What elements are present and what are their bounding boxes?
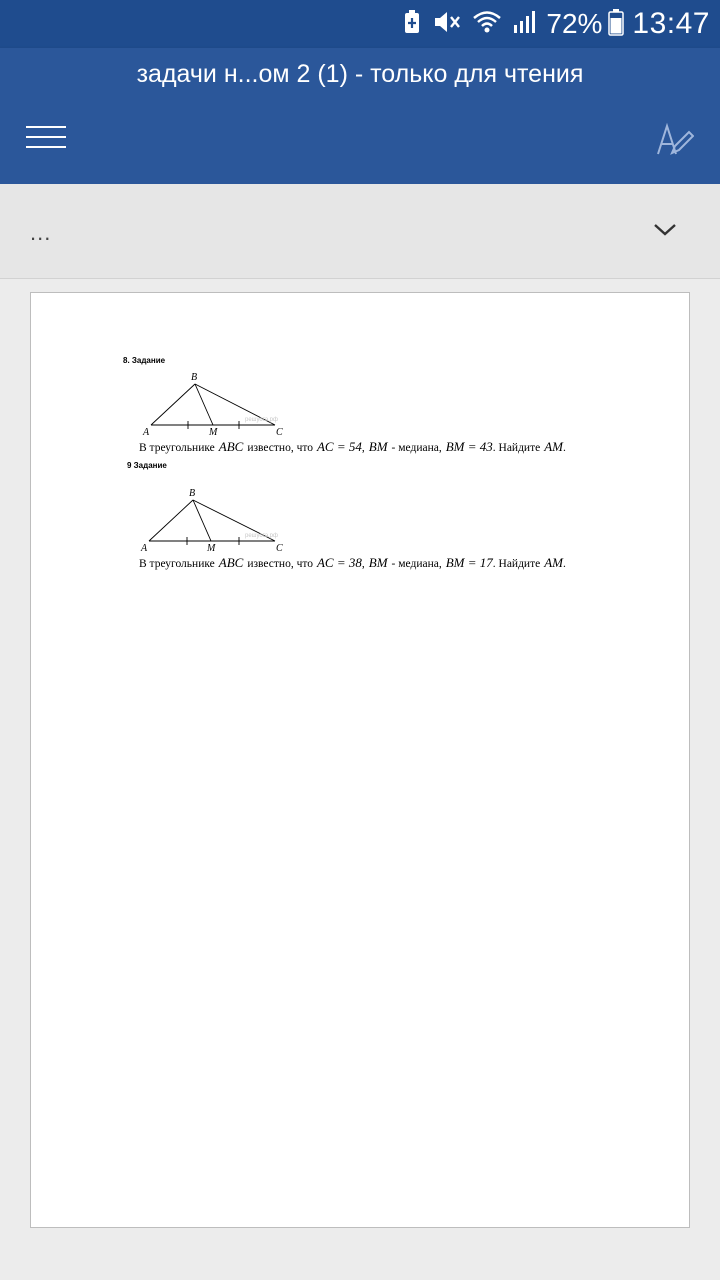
median-bm: [193, 500, 211, 541]
vertex-label-a: A: [141, 543, 148, 554]
status-bar: [0, 0, 720, 48]
battery-saver-icon: [402, 9, 422, 40]
battery-icon: [608, 8, 624, 41]
side-ab: [151, 384, 195, 425]
task-heading: 9 Задание: [127, 461, 167, 470]
status-icons: [392, 0, 710, 48]
app-bar: [0, 48, 720, 184]
side-ab: [149, 500, 193, 541]
vertex-label-c: C: [276, 543, 283, 554]
triangle-figure: [141, 371, 321, 441]
watermark: решуогэ.рф: [245, 533, 278, 539]
edit-icon[interactable]: [654, 120, 694, 160]
clock: 13:47: [632, 7, 710, 40]
signal-icon: [512, 9, 536, 40]
menu-icon[interactable]: [26, 126, 66, 148]
ribbon-bar: [0, 184, 720, 279]
document-title: задачи н...ом 2 (1) - только для чтения: [136, 60, 584, 88]
vertex-label-m: M: [207, 543, 216, 554]
median-bm: [195, 384, 213, 425]
vertex-label-b: B: [191, 372, 198, 383]
problem-text: В треугольнике ABC известно, что AC = 54, BM - медиана, BM = 43. Найдите AM.: [139, 439, 566, 454]
vertex-label-c: C: [276, 427, 283, 438]
vertex-label-b: B: [189, 488, 196, 499]
vertex-label-a: A: [143, 427, 150, 438]
wifi-icon: [472, 9, 502, 40]
document-page[interactable]: [30, 292, 690, 1228]
problem-text: В треугольнике ABC известно, что AC = 38, BM - медиана, BM = 17. Найдите AM.: [139, 555, 566, 570]
vertex-label-m: M: [209, 427, 218, 438]
battery-percent: 72%: [546, 8, 603, 39]
watermark: решуогэ.рф: [245, 417, 278, 423]
triangle-figure: [139, 486, 319, 556]
vibrate-mute-icon: [432, 9, 462, 40]
more-button[interactable]: ...: [30, 220, 52, 245]
chevron-down-icon[interactable]: [652, 220, 678, 240]
task-heading: 8. Задание: [123, 356, 166, 365]
